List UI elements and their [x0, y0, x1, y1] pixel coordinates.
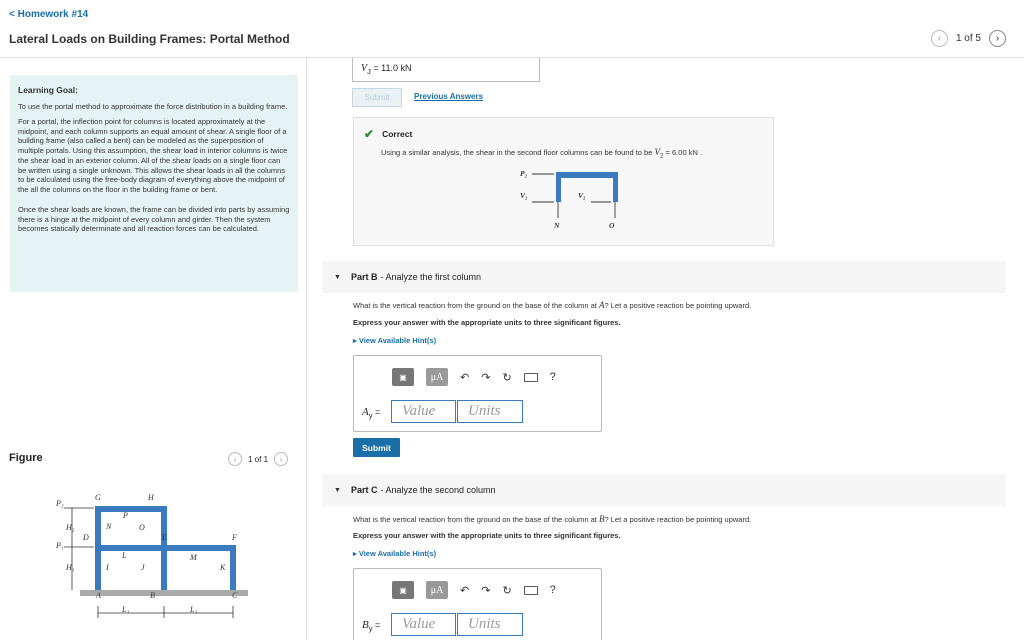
page-title: Lateral Loads on Building Frames: Portal Method [9, 32, 290, 46]
header [0, 0, 1024, 58]
prev-figure-button[interactable]: ‹ [228, 452, 242, 466]
undo-icon[interactable]: ↶ [460, 371, 470, 384]
label-m: M [190, 553, 197, 562]
frame-figure [50, 488, 255, 628]
part-b-toolbar [392, 368, 556, 386]
reset-icon[interactable]: ↻ [502, 371, 512, 384]
part-c-label: Part C [350, 485, 378, 495]
part-b-header[interactable] [322, 261, 1006, 293]
part-b-submit-button[interactable]: Submit [353, 438, 400, 457]
undo-icon[interactable]: ↶ [460, 584, 470, 597]
part-c-toolbar [392, 581, 556, 599]
figure-pager [228, 452, 288, 466]
label-d: D [83, 533, 89, 542]
part-a-answer-display [352, 58, 540, 82]
learning-goal-panel [10, 75, 298, 292]
fbd-label-n: N [554, 221, 560, 230]
label-i: I [106, 563, 109, 572]
label-o: O [139, 523, 145, 532]
column-b [161, 506, 167, 590]
prev-problem-button[interactable]: ‹ [931, 30, 948, 47]
label-p1: P₁ [56, 541, 64, 550]
free-body-diagram [516, 162, 626, 234]
part-a-submit-button[interactable]: Submit [352, 88, 402, 107]
part-a-answer-value: = 11.0 kN [370, 63, 412, 73]
label-h: H [148, 493, 154, 502]
help-icon[interactable]: ? [549, 371, 556, 383]
collapse-icon: ▼ [334, 273, 341, 281]
label-k: K [220, 563, 226, 572]
keyboard-icon[interactable] [524, 373, 538, 382]
column-a [95, 506, 101, 590]
label-p2: P₂ [56, 499, 64, 508]
part-b-variable-label: $A_y$ = [362, 406, 381, 420]
previous-answers-link[interactable]: Previous Answers [414, 92, 484, 101]
fbd-label-p2: P₂ [520, 169, 528, 178]
back-link[interactable]: < Homework #14 [9, 9, 89, 20]
part-c-header[interactable] [322, 474, 1006, 506]
label-j: J [141, 563, 145, 572]
redo-icon[interactable]: ↷ [481, 584, 491, 597]
part-c-variable-label: $B_y$ = [362, 619, 381, 633]
part-c-hint-link[interactable]: ▸ View Available Hint(s) [353, 549, 437, 558]
part-b-label: Part B [350, 272, 378, 282]
part-b-units-input[interactable]: Units [457, 400, 523, 423]
figure-label: Figure [9, 452, 43, 464]
part-c-value-input[interactable]: Value [391, 613, 456, 636]
part-b-hint-link[interactable]: ▸ View Available Hint(s) [353, 336, 437, 345]
column-c [230, 545, 236, 590]
template-icon[interactable]: ▣ [392, 368, 414, 386]
label-p: P [123, 511, 128, 520]
learning-goal-paragraph: Once the shear loads are known, the frame can be divided into parts by assuming there is a hinge at the midpoint of every column and girder. Then the system becomes statically determinate and all reaction forces can be calculated. [18, 204, 290, 234]
problem-pager [931, 30, 1006, 47]
label-c: C [232, 591, 238, 600]
help-icon[interactable]: ? [549, 584, 556, 596]
template-icon[interactable]: ▣ [392, 581, 414, 599]
fbd-label-v2b: V₂ [578, 191, 586, 200]
collapse-icon: ▼ [334, 486, 341, 494]
next-problem-button[interactable]: › [989, 30, 1006, 47]
part-c-title: - Analyze the second column [380, 485, 496, 495]
learning-goal-heading: Learning Goal: [18, 85, 78, 95]
part-c-answer-box [353, 568, 602, 640]
units-button[interactable]: μA [426, 368, 448, 386]
figure-pager-label: 1 of 1 [248, 454, 269, 464]
part-a-answer-var: V [361, 63, 368, 74]
label-b: B [150, 591, 155, 600]
part-b-title: - Analyze the first column [380, 272, 481, 282]
label-l: L [122, 551, 127, 560]
ground [80, 590, 248, 596]
part-b-value-input[interactable]: Value [391, 400, 456, 423]
check-icon: ✔ [364, 127, 375, 141]
label-a: A [96, 591, 101, 600]
label-h2: H₂ [66, 523, 75, 532]
part-c-units-input[interactable]: Units [457, 613, 523, 636]
girder-gh [95, 506, 167, 512]
learning-goal-paragraph: For a portal, the inflection point for columns is located approximately at the midpoint, and each column supports an equal amount of shear. A single floor of a building frame (also called a bent) can be modeled as the superposition of multiple portals. Using this assumption, the shear load in interior columns is twice the shear load in an exterior column. All of the shear loads on a single floor can be written using a single unknown. This allows the shear loads in all the columns to be calculated using the free-body diagram of everything above the midpoint of the all the columns on the floor in the building frame or bent. [18, 116, 288, 195]
learning-goal-paragraph: To use the portal method to approximate the force distribution in a building frame. [18, 102, 288, 112]
label-l2: L₂ [190, 605, 198, 614]
column-divider [306, 58, 307, 640]
next-figure-button[interactable]: › [274, 452, 288, 466]
fbd-label-o: O [609, 221, 615, 230]
label-n: N [106, 522, 112, 531]
label-l1: L₁ [122, 605, 130, 614]
label-g: G [95, 493, 101, 502]
redo-icon[interactable]: ↷ [481, 371, 491, 384]
units-button[interactable]: μA [426, 581, 448, 599]
part-c-instruction: Express your answer with the appropriate units to three significant figures. [353, 531, 621, 540]
correct-label: Correct [382, 129, 413, 139]
label-e: E [162, 533, 167, 542]
problem-pager-label: 1 of 5 [955, 33, 981, 44]
label-h1: H₁ [66, 563, 75, 572]
label-f: F [232, 533, 237, 542]
part-b-instruction: Express your answer with the appropriate units to three significant figures. [353, 318, 621, 327]
correct-feedback-panel [353, 117, 774, 246]
part-b-question: What is the vertical reaction from the ground on the base of the column at A? Let a positive reaction be pointing upward. [353, 300, 752, 310]
fbd-label-v2a: V₂ [520, 191, 528, 200]
correct-explanation: Using a similar analysis, the shear in the second floor columns can be found to be $V_2 = 6.00$ kN . [381, 147, 703, 160]
part-a-answer-sub: J [367, 66, 371, 76]
keyboard-icon[interactable] [524, 586, 538, 595]
reset-icon[interactable]: ↻ [502, 584, 512, 597]
part-b-answer-box [353, 355, 602, 432]
part-c-question: What is the vertical reaction from the ground on the base of the column at B? Let a positive reaction be pointing upward. [353, 514, 752, 524]
